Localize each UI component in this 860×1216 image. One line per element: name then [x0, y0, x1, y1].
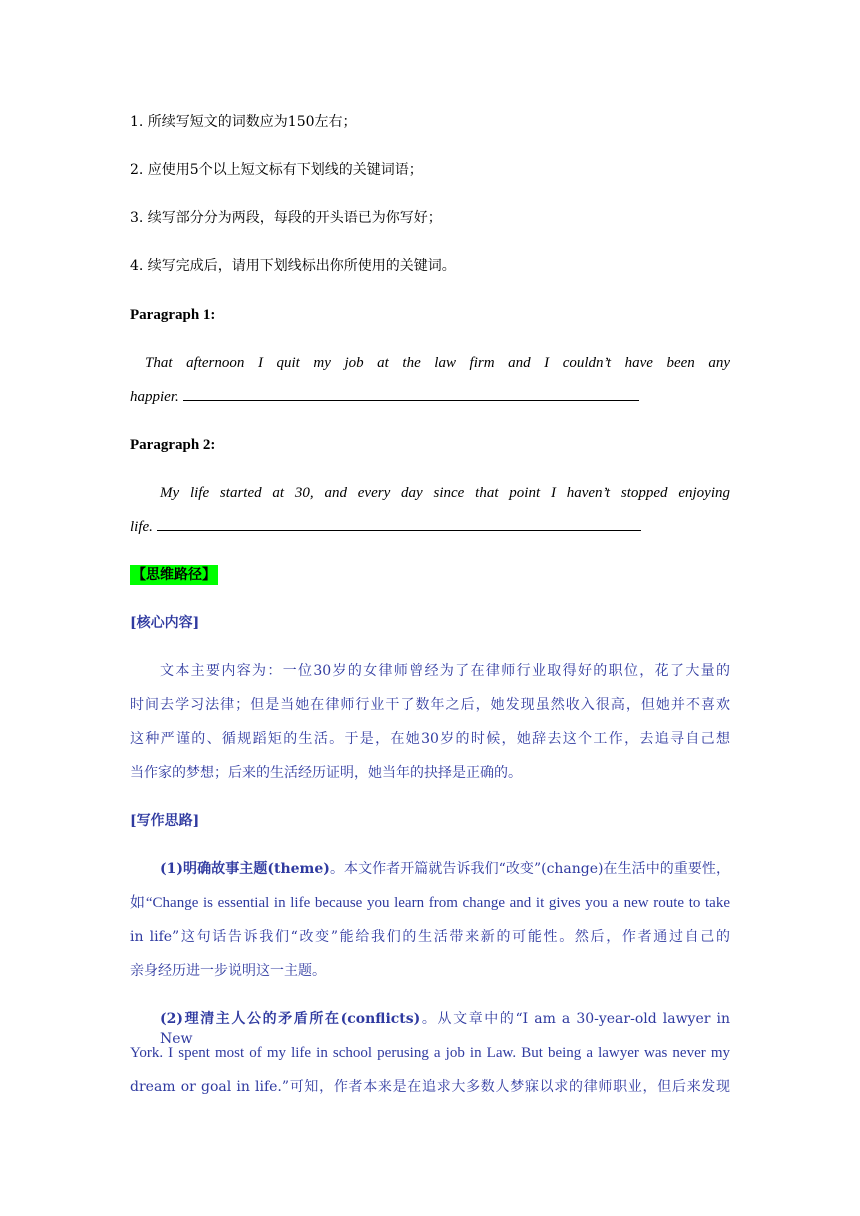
writing-point-1-title: (1)明确故事主题(theme) [160, 861, 330, 877]
writing-point-1-line2: 如“Change is essential in life because you learn from change and it gives you a new route to take [130, 895, 730, 911]
thinking-path-label [130, 565, 218, 585]
paragraph-2-heading: Paragraph 2: [130, 437, 216, 453]
writing-point-1-line1 [130, 859, 730, 879]
thinking-path-highlight: 【思维路径】 [132, 567, 216, 583]
paragraph-2-opening-line2 [130, 517, 641, 537]
writing-point-1-text: 。本文作者开篇就告诉我们“改变”(change)在生活中的重要性， [329, 861, 730, 877]
requirement-3: 3. 续写部分分为两段，每段的开头语已为你写好； [130, 210, 442, 226]
paragraph-2-opening-line1: My life started at 30, and every day since that point I haven’t stopped enjoying [160, 485, 730, 501]
paragraph-1-opening-line1: That afternoon I quit my job at the law firm and I couldn’t have been any [145, 355, 730, 371]
requirement-1: 1. 所续写短文的词数应为150左右； [130, 114, 357, 130]
requirement-4: 4. 续写完成后，请用下划线标出你所使用的关键词。 [130, 258, 456, 274]
core-content-line: 当作家的梦想；后来的生活经历证明，她当年的抉择是正确的。 [130, 765, 522, 781]
core-content-line: 时间去学习法律；但是当她在律师行业干了数年之后，她发现虽然收入很高，但她并不喜欢 [130, 697, 730, 713]
core-content-line: 这种严谨的、循规蹈矩的生活。于是，在她30岁的时候，她辞去这个工作，去追寻自己想 [130, 731, 730, 747]
paragraph-2-blank [157, 518, 641, 531]
paragraph-1-heading: Paragraph 1: [130, 307, 216, 323]
paragraph-2-opening-text: life. [130, 519, 153, 535]
core-content-heading: [核心内容] [130, 615, 200, 631]
paragraph-1-opening-line2 [130, 387, 639, 407]
requirement-2: 2. 应使用5个以上短文标有下划线的关键词语； [130, 162, 423, 178]
writing-point-1-line3: in life”这句话告诉我们“改变”能给我们的生活带来新的可能性。然后，作者通过自己的 [130, 929, 730, 945]
writing-approach-heading: [写作思路] [130, 813, 200, 829]
paragraph-1-blank [183, 388, 639, 401]
paragraph-1-opening-text: happier. [130, 389, 179, 405]
core-content-line: 文本主要内容为：一位30岁的女律师曾经为了在律师行业取得好的职位，花了大量的 [160, 663, 730, 679]
writing-point-2-text: 。从文章中的“I am a 30-year-old lawyer in New [160, 1011, 730, 1047]
writing-point-2-line3: dream or goal in life.”可知，作者本来是在追求大多数人梦寐以求的律师职业，但后来发现 [130, 1079, 730, 1095]
writing-point-2-title: (2)理清主人公的矛盾所在(conflicts) [160, 1011, 421, 1027]
writing-point-2-line2: York. I spent most of my life in school perusing a job in Law. But being a lawyer was never my [130, 1045, 730, 1061]
writing-point-1-line4: 亲身经历进一步说明这一主题。 [130, 963, 326, 979]
